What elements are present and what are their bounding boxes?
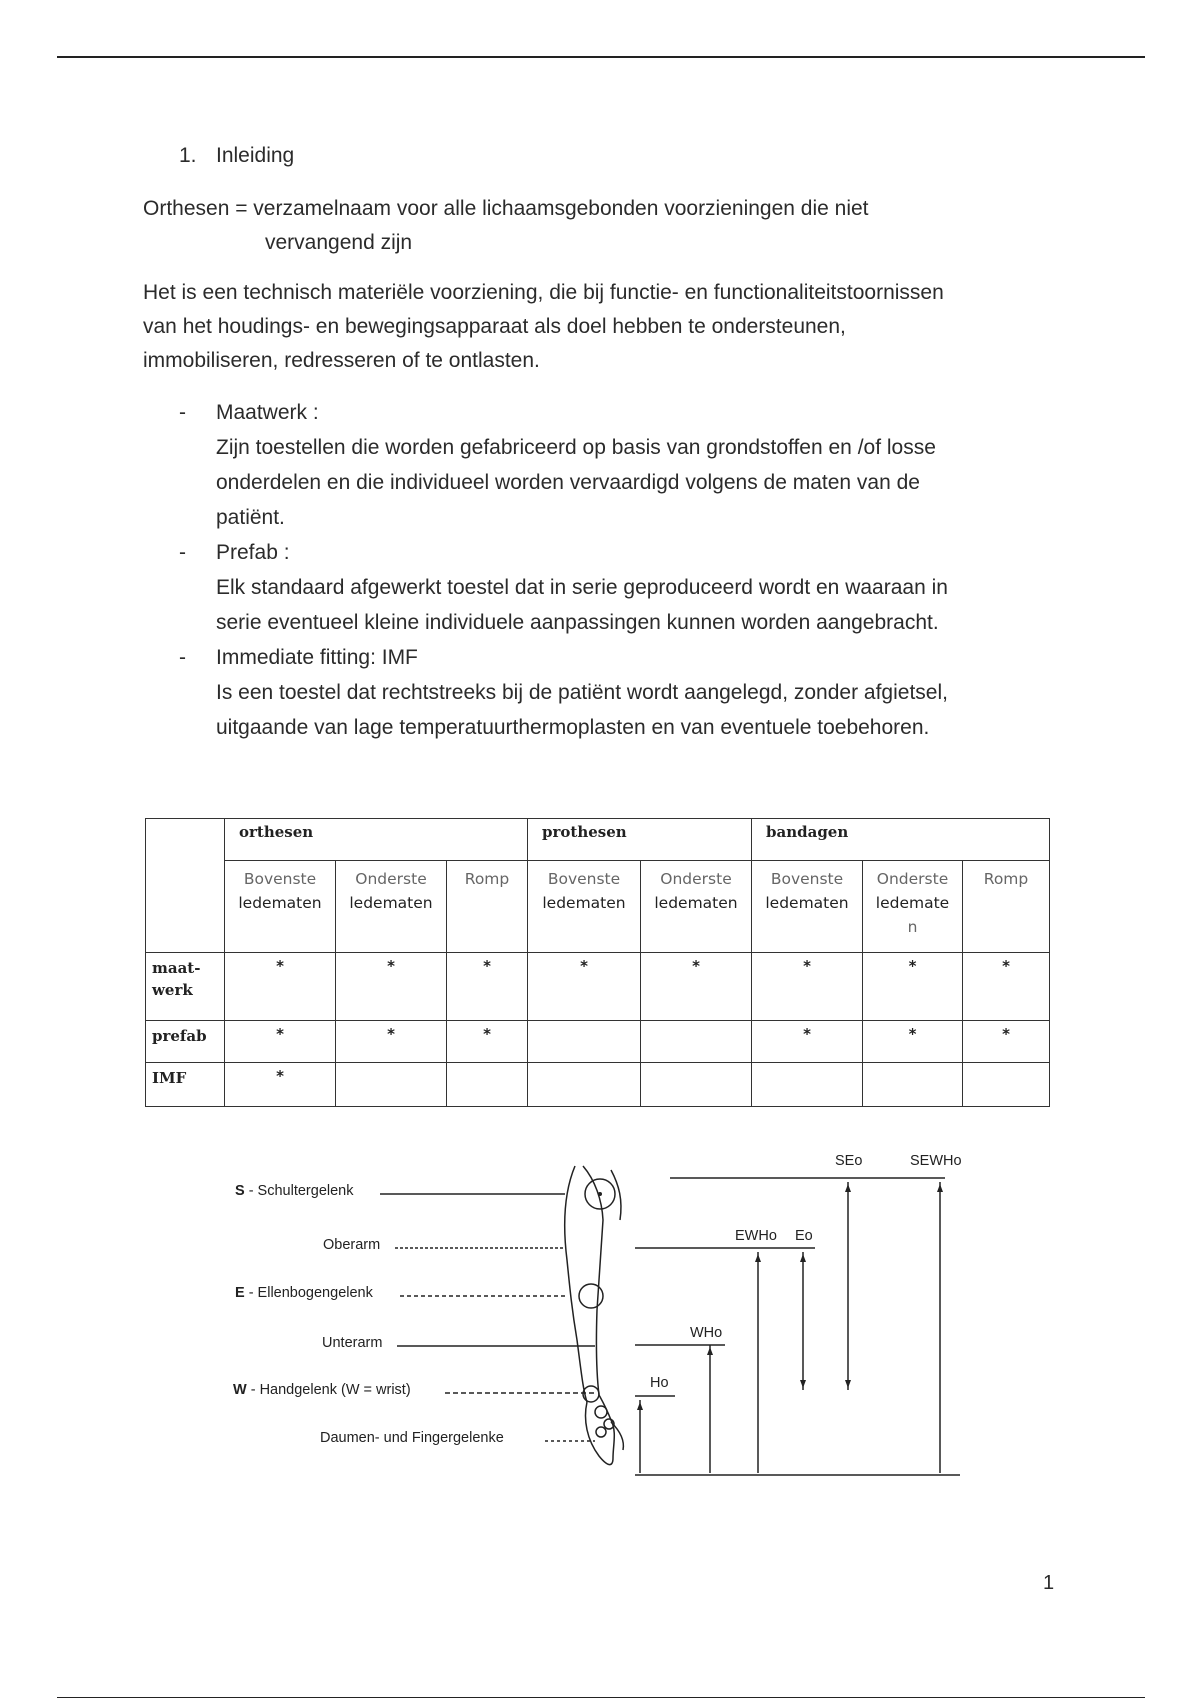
- arrow-head: [937, 1184, 943, 1192]
- arrow-head: [800, 1380, 806, 1388]
- label-elbow-joint: E - Ellenbogengelenk: [235, 1285, 373, 1301]
- label-ho: Ho: [650, 1375, 669, 1391]
- subheader-cell: Romp: [447, 861, 528, 953]
- definition-line-1: Orthesen = verzamelnaam voor alle lichaamsgebonden voorzieningen die niet: [143, 197, 869, 220]
- intro-paragraph: [143, 276, 1083, 378]
- table-cell: *: [336, 1021, 447, 1063]
- subheader-cell: Romp: [963, 861, 1050, 953]
- page-number: 1: [1043, 1572, 1055, 1594]
- label-who: WHo: [690, 1325, 723, 1341]
- table-cell: [336, 1063, 447, 1107]
- orthesis-types-list: [179, 395, 1079, 745]
- subheader-cell: Bovenste ledematen: [752, 861, 863, 953]
- label-upper-arm: Oberarm: [323, 1237, 381, 1253]
- arrow-head: [845, 1184, 851, 1192]
- list-dash: -: [179, 541, 186, 564]
- definition-paragraph: [143, 192, 1083, 260]
- table-cell: [528, 1063, 641, 1107]
- table-cell: [963, 1063, 1050, 1107]
- table-cell: [752, 1063, 863, 1107]
- table-cell: [447, 1063, 528, 1107]
- row-label-maatwerk: maat- werk: [146, 953, 225, 1021]
- subheader-cell: Bovenste ledematen: [528, 861, 641, 953]
- table-cell: *: [336, 953, 447, 1021]
- list-item: [179, 395, 1079, 535]
- list-item: [179, 535, 1079, 640]
- arrow-head: [800, 1254, 806, 1262]
- group-header-prothesen: prothesen: [528, 819, 752, 861]
- label-sewho: SEWHo: [910, 1153, 962, 1169]
- heading-title: Inleiding: [216, 144, 295, 167]
- table-cell: *: [752, 953, 863, 1021]
- table-cell: *: [528, 953, 641, 1021]
- arrow-head: [845, 1380, 851, 1388]
- table-cell: *: [863, 1021, 963, 1063]
- arrow-head: [755, 1254, 761, 1262]
- definition-line-2: vervangend zijn: [265, 231, 413, 254]
- label-ewho: EWHo: [735, 1228, 777, 1244]
- heading-number: 1.: [179, 144, 197, 167]
- table-cell: *: [447, 953, 528, 1021]
- finger-joint-circle: [596, 1427, 606, 1437]
- elbow-joint-circle: [579, 1284, 603, 1308]
- list-term: Maatwerk :: [216, 401, 319, 424]
- group-header-bandagen: bandagen: [752, 819, 1050, 861]
- list-term: Prefab :: [216, 541, 290, 564]
- table-cell: *: [225, 953, 336, 1021]
- table-cell: *: [863, 953, 963, 1021]
- table-corner-cell: [146, 819, 225, 953]
- table-cell: *: [225, 1063, 336, 1107]
- top-rule: [57, 56, 1145, 58]
- label-finger-joints: Daumen- und Fingergelenke: [320, 1430, 504, 1446]
- table-cell: [641, 1021, 752, 1063]
- list-dash: -: [179, 646, 186, 669]
- table-cell: *: [641, 953, 752, 1021]
- shoulder-outline: [611, 1170, 621, 1220]
- list-dash: -: [179, 401, 186, 424]
- bottom-rule: [57, 1697, 1145, 1698]
- row-label-prefab: prefab: [146, 1021, 225, 1063]
- table-cell: *: [447, 1021, 528, 1063]
- list-line: uitgaande van lage temperatuurthermoplasten en van eventuele toebehoren.: [216, 716, 930, 739]
- label-wrist-joint: W - Handgelenk (W = wrist): [233, 1382, 411, 1398]
- list-item: [179, 640, 1079, 745]
- list-line: Zijn toestellen die worden gefabriceerd op basis van grondstoffen en /of losse: [216, 436, 936, 459]
- arm-outline: [565, 1166, 587, 1402]
- list-line: patiënt.: [216, 506, 285, 529]
- table-cell: *: [225, 1021, 336, 1063]
- section-heading: [179, 144, 294, 168]
- finger-joint-circle: [595, 1406, 607, 1418]
- table-cell: *: [963, 953, 1050, 1021]
- list-term: Immediate fitting: IMF: [216, 646, 418, 669]
- label-eo: Eo: [795, 1228, 813, 1244]
- arrow-head: [707, 1347, 713, 1355]
- intro-line-3: immobiliseren, redresseren of te ontlasten.: [143, 349, 540, 372]
- list-line: onderdelen en die individueel worden vervaardigd volgens de maten van de: [216, 471, 920, 494]
- label-forearm: Unterarm: [322, 1335, 383, 1351]
- list-line: Elk standaard afgewerkt toestel dat in serie geproduceerd wordt en waaraan in: [216, 576, 948, 599]
- arm-joints-diagram: [215, 1140, 1035, 1480]
- arrow-head: [637, 1402, 643, 1410]
- list-line: serie eventueel kleine individuele aanpassingen kunnen worden aangebracht.: [216, 611, 939, 634]
- intro-line-2: van het houdings- en bewegingsapparaat als doel hebben te ondersteunen,: [143, 315, 846, 338]
- table-cell: *: [963, 1021, 1050, 1063]
- subheader-cell: Onderste ledemate n: [863, 861, 963, 953]
- subheader-cell: Onderste ledematen: [336, 861, 447, 953]
- table-cell: [528, 1021, 641, 1063]
- subheader-cell: Onderste ledematen: [641, 861, 752, 953]
- group-header-orthesen: orthesen: [225, 819, 528, 861]
- label-seo: SEo: [835, 1153, 863, 1169]
- row-label-imf: IMF: [146, 1063, 225, 1107]
- list-line: Is een toestel dat rechtstreeks bij de patiënt wordt aangelegd, zonder afgietsel,: [216, 681, 948, 704]
- joint-center-dot: [598, 1192, 602, 1196]
- table-cell: [863, 1063, 963, 1107]
- table-cell: *: [752, 1021, 863, 1063]
- table-cell: [641, 1063, 752, 1107]
- intro-line-1: Het is een technisch materiële voorziening, die bij functie- en functionaliteitstoornissen: [143, 281, 944, 304]
- device-category-table: [145, 818, 1050, 1107]
- subheader-cell: Bovenste ledematen: [225, 861, 336, 953]
- label-shoulder-joint: S - Schultergelenk: [235, 1183, 354, 1199]
